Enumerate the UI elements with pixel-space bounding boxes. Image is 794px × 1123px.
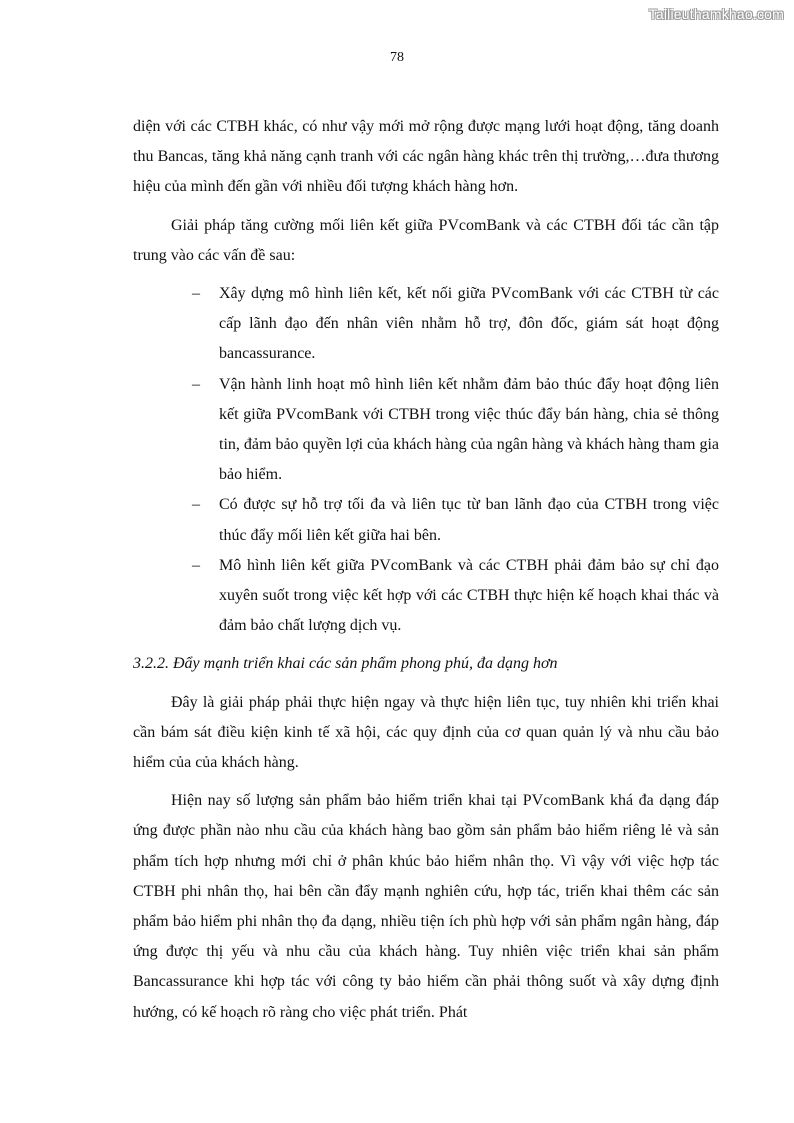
list-item [133,551,719,642]
page-number: 78 [390,50,404,65]
list-item [133,370,719,491]
bullet-list [133,279,719,641]
watermark-text: Tailieuthamkhao.com [648,6,784,22]
dash-bullet-icon: – [192,285,200,303]
list-item-text: Xây dựng mô hình liên kết, kết nối giữa PVcomBank với các CTBH từ các cấp lãnh đạo đến nhân viên nhằm hỗ trợ, đôn đốc, giám sát hoạt động bancassurance. [219,285,719,363]
dash-bullet-icon: – [192,496,200,514]
paragraph-continuation: diện với các CTBH khác, có như vậy mới mở rộng được mạng lưới hoạt động, tăng doanh thu Bancas, tăng khả năng cạnh tranh với các ngân hàng khác trên thị trường,…đưa thương hiệu của mình đến gần với nhiều đối tượng khách hàng hơn. [133,118,719,196]
section-heading: 3.2.2. Đẩy mạnh triển khai các sản phẩm phong phú, đa dạng hơn [133,655,558,673]
dash-bullet-icon: – [192,375,200,393]
dash-bullet-icon: – [192,556,200,574]
document-body [133,112,719,1036]
paragraph-intro-solutions: Giải pháp tăng cường mối liên kết giữa PVcomBank và các CTBH đối tác cần tập trung vào các vấn đề sau: [133,216,719,264]
list-item-text: Có được sự hỗ trợ tối đa và liên tục từ ban lãnh đạo của CTBH trong việc thúc đẩy mối liên kết giữa hai bên. [219,496,719,544]
list-item-text: Mô hình liên kết giữa PVcomBank và các CTBH phải đảm bảo sự chỉ đạo xuyên suốt trong việc kết hợp với các CTBH thực hiện kế hoạch khai thác và đảm bảo chất lượng dịch vụ. [219,556,719,635]
paragraph-current-products: Hiện nay số lượng sản phẩm bảo hiểm triển khai tại PVcomBank khá đa dạng đáp ứng được phần nào nhu cầu của khách hàng bao gồm sản phẩm bảo hiểm riêng lẻ và sản phẩm tích hợp nhưng mới chỉ ở phân khúc bảo hiểm nhân thọ. Vì vậy với việc hợp tác CTBH phi nhân thọ, hai bên cần đẩy mạnh nghiên cứu, hợp tác, triển khai thêm các sản phẩm bảo hiểm phi nhân thọ đa dạng, nhiều tiện ích phù hợp với sản phẩm ngân hàng, đáp ứng được thị yếu và nhu cầu của khách hàng. Tuy nhiên việc triển khai sản phẩm Bancassurance khi hợp tác với công ty bảo hiểm cần phải thông suốt và xây dựng định hướng, có kế hoạch rõ ràng cho việc phát triển. Phát [133,792,719,1021]
list-item-text: Vận hành linh hoạt mô hình liên kết nhằm đảm bảo thúc đẩy hoạt động liên kết giữa PVcomBank với CTBH trong việc thúc đẩy bán hàng, chia sẻ thông tin, đảm bảo quyền lợi của khách hàng của ngân hàng và khách hàng tham gia bảo hiểm. [219,375,719,484]
paragraph-solution-immediate: Đây là giải pháp phải thực hiện ngay và thực hiện liên tục, tuy nhiên khi triển khai cần bám sát điều kiện kinh tế xã hội, các quy định của cơ quan quản lý và nhu cầu bảo hiểm của của khách hàng. [133,693,719,772]
list-item [133,279,719,370]
list-item [133,490,719,550]
